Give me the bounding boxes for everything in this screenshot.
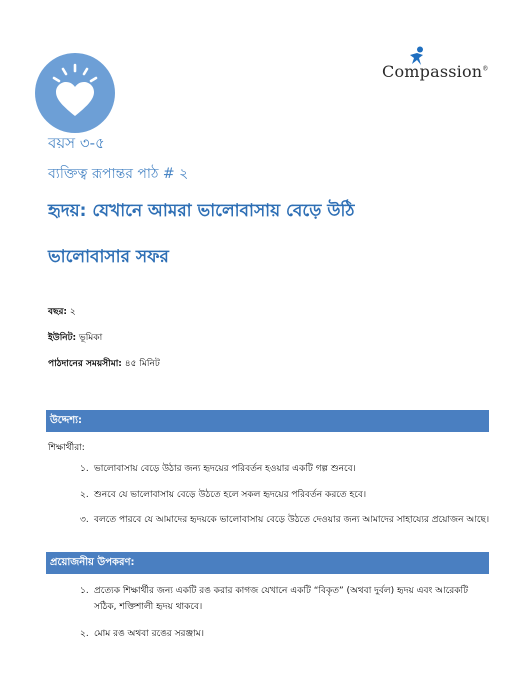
- materials-heading: প্রয়োজনীয় উপকরণ:: [46, 552, 489, 574]
- age-range: বয়স ৩-৫: [48, 134, 105, 152]
- list-item: ১. প্রত্যেক শিক্ষার্থীর জন্য একটি রঙ করার কাগজ যেখানে একটি “বিকৃত” (অথবা দুর্বল) হৃদয় এবং আরেকটি সঠিক, শক্তিশালী হৃদয় থাকবে।: [80, 586, 469, 612]
- meta-year: বছর: ২: [48, 307, 76, 317]
- heart-icon: [34, 52, 116, 134]
- lesson-subtitle: ভালোবাসার সফর: [48, 247, 169, 267]
- compassion-logo: [380, 46, 492, 86]
- meta-unit: ইউনিট: ভূমিকা: [48, 333, 103, 343]
- objectives-intro: শিক্ষার্থীরা:: [48, 443, 85, 453]
- logo-text: Compassion®: [382, 62, 489, 81]
- document-page: Compassion® বয়স ৩-৫ ব্যক্তিত্ব রূপান্তর পাঠ # ২ হৃদয়: যেখানে আমরা ভালোবাসায় বেড়ে উঠি ভালোবাসার সফর বছর: ২ ইউনিট: ভূমিকা পাঠদানের সময়সীমা: ৪৫ মিনিট উদ্দেশ্য: শিক্ষার্থীরা: ১. ভালোবাসায় বেড়ে উঠার জন্য হৃদয়ের পরিবর্তন হওয়ার একটি গল্প শুনবে। ২. শুনবে যে ভালোবাসায় বেড়ে উঠতে হলে সকল হৃদয়ের পরিবর্তন করতে হবে। ৩. বলতে পারবে যে আমাদের হৃদয়কে ভালোবাসায় বেড়ে উঠতে দেওয়ার জন্য আমাদের সাহায্যের প্রয়োজন আছে। প্রয়োজনীয় উপকরণ: ১. প্রত্যেক শিক্ষার্থীর জন্য একটি রঙ করার কাগজ যেখানে একটি “বিকৃত” (অথবা দুর্বল) হৃদয় এবং আরেকটি সঠিক, শক্তিশালী হৃদয় থাকবে। ২. মোম রঙ অথবা রঙের সরঞ্জাম।: [0, 0, 532, 688]
- lesson-title: হৃদয়: যেখানে আমরা ভালোবাসায় বেড়ে উঠি: [48, 201, 355, 221]
- objectives-heading: উদ্দেশ্য:: [46, 410, 489, 432]
- meta-duration: পাঠদানের সময়সীমা: ৪৫ মিনিট: [48, 359, 160, 369]
- lesson-series: ব্যক্তিত্ব রূপান্তর পাঠ # ২: [48, 166, 189, 182]
